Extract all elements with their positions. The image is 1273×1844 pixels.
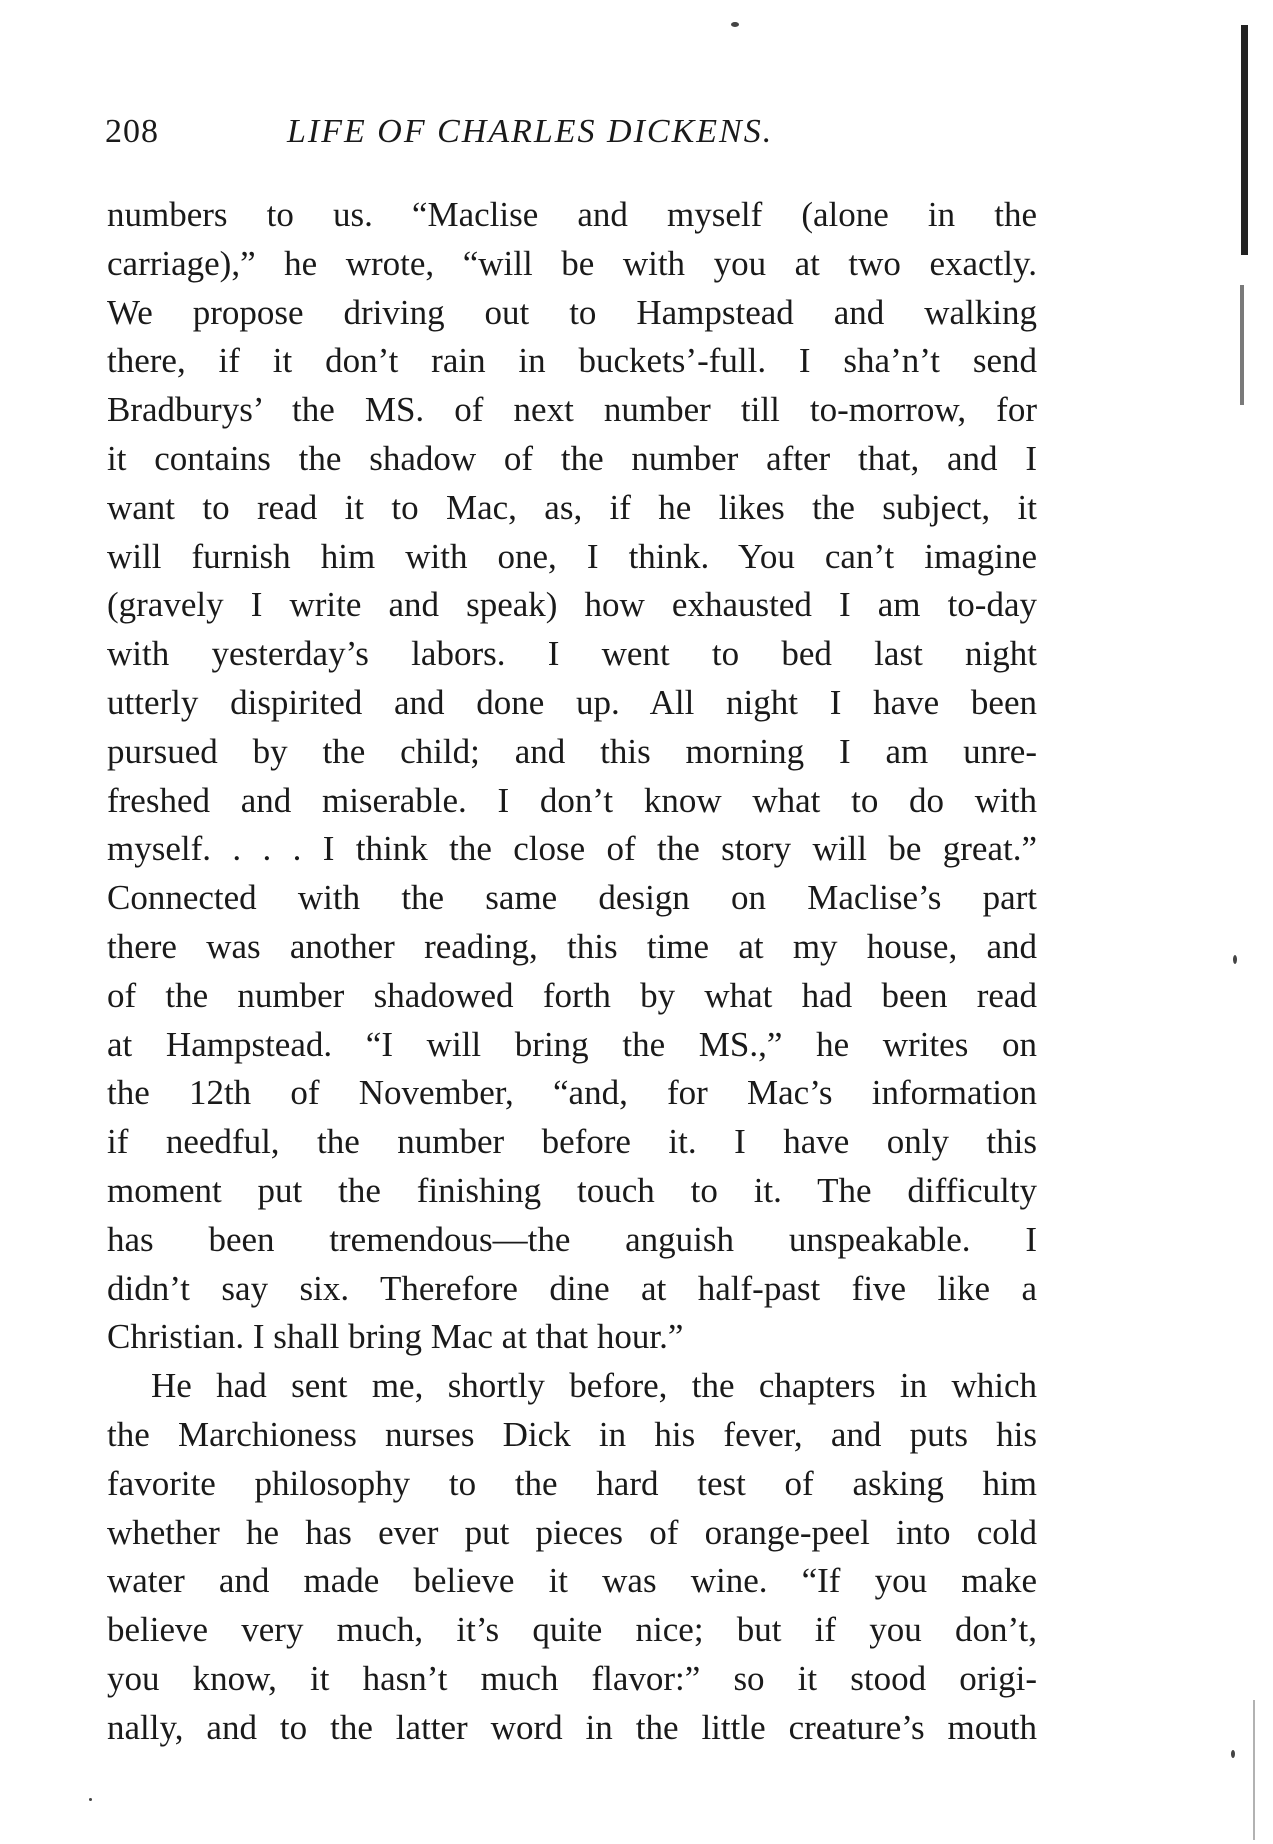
text-line: whether he has ever put pieces of orange-peel into cold	[107, 1512, 1037, 1552]
text-line: We propose driving out to Hampstead and walking	[107, 292, 1037, 332]
text-line: will furnish him with one, I think. You can’t imagine	[107, 536, 1037, 576]
text-line: (gravely I write and speak) how exhausted I am to-day	[107, 585, 1037, 625]
text-line: there, if it don’t rain in buckets’-full. I sha’n’t send	[107, 341, 1037, 381]
body-text	[107, 191, 1037, 1753]
scan-edge-mark-lower	[1253, 1700, 1255, 1840]
scan-speck-bottom	[1231, 1750, 1235, 1758]
text-line: has been tremendous—the anguish unspeakable. I	[107, 1219, 1037, 1259]
text-line: want to read it to Mac, as, if he likes the subject, it	[107, 487, 1037, 527]
text-line: if needful, the number before it. I have only this	[107, 1122, 1037, 1162]
text-line: with yesterday’s labors. I went to bed last night	[107, 634, 1037, 674]
text-line: Bradburys’ the MS. of next number till to-morrow, for	[107, 390, 1037, 430]
text-line: the 12th of November, “and, for Mac’s information	[107, 1073, 1037, 1113]
text-line: moment put the finishing touch to it. The difficulty	[107, 1170, 1037, 1210]
scan-speck-top	[731, 22, 739, 27]
page-number: 208	[105, 113, 159, 150]
text-line: nally, and to the latter word in the little creature’s mouth	[107, 1707, 1037, 1747]
text-line: at Hampstead. “I will bring the MS.,” he writes on	[107, 1024, 1037, 1064]
text-line: believe very much, it’s quite nice; but if you don’t,	[107, 1610, 1037, 1650]
text-line: myself. . . . I think the close of the story will be great.”	[107, 829, 1037, 869]
running-title: LIFE OF CHARLES DICKENS.	[287, 113, 774, 150]
text-line: of the number shadowed forth by what had been read	[107, 975, 1037, 1015]
text-line: there was another reading, this time at my house, and	[107, 926, 1037, 966]
text-line: the Marchioness nurses Dick in his fever, and puts his	[107, 1414, 1037, 1454]
text-line: freshed and miserable. I don’t know what to do with	[107, 780, 1037, 820]
text-line: carriage),” he wrote, “will be with you at two exactly.	[107, 243, 1037, 283]
text-line: Christian. I shall bring Mac at that hour.”	[107, 1317, 684, 1357]
text-line: didn’t say six. Therefore dine at half-past five like a	[107, 1268, 1037, 1308]
scan-speck-corner	[89, 1798, 92, 1801]
scan-edge-mark-top	[1241, 25, 1248, 255]
text-line: numbers to us. “Maclise and myself (alone in the	[107, 195, 1037, 234]
text-line: utterly dispirited and done up. All night I have been	[107, 682, 1037, 722]
paragraph-2	[107, 1362, 1037, 1752]
text-line: it contains the shadow of the number after that, and I	[107, 438, 1037, 478]
text-line: He had sent me, shortly before, the chapters in which	[151, 1366, 1037, 1406]
text-line: you know, it hasn’t much flavor:” so it stood origi-	[107, 1658, 1037, 1698]
page-header	[105, 113, 1045, 157]
text-line: pursued by the child; and this morning I am unre-	[107, 731, 1037, 771]
text-line: favorite philosophy to the hard test of asking him	[107, 1463, 1037, 1503]
text-line: Connected with the same design on Maclise’s part	[107, 878, 1037, 918]
scan-edge-mark-upper	[1240, 285, 1244, 405]
text-line: water and made believe it was wine. “If you make	[107, 1561, 1037, 1601]
paragraph-1	[107, 191, 1037, 1362]
scan-speck-mid	[1233, 955, 1237, 964]
